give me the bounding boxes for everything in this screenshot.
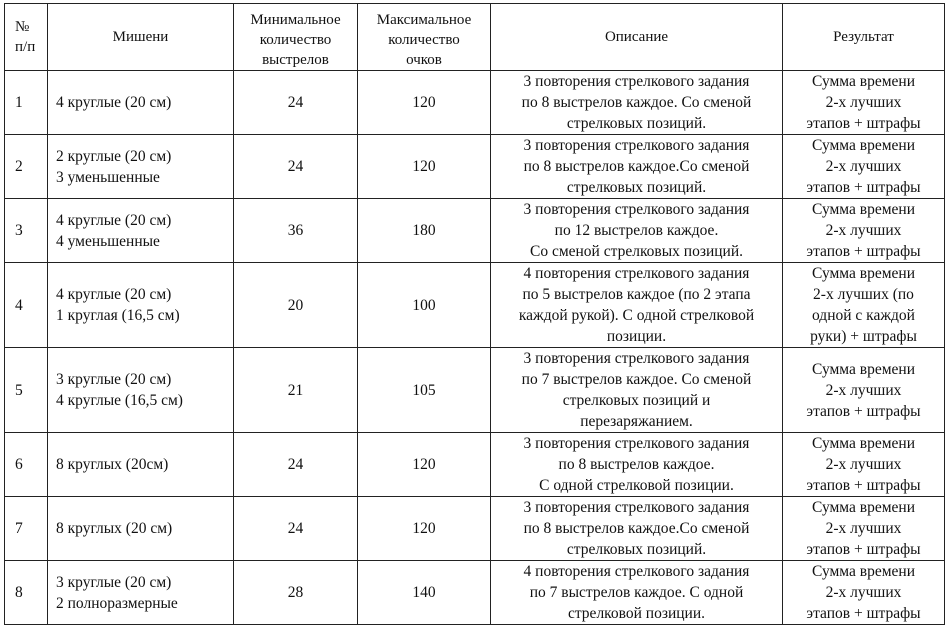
description-cell-line: по 8 выстрелов каждое. Со сменой: [521, 94, 752, 111]
result-cell: [783, 561, 945, 625]
description-cell-line: 3 повторения стрелкового задания: [523, 350, 750, 367]
targets-cell-line: 3 уменьшенные: [56, 168, 160, 186]
result-cell-line: этапов + штрафы: [806, 402, 921, 420]
result-cell: [783, 135, 945, 199]
targets-cell-line: 2 круглые (20 см): [56, 147, 172, 165]
table-row: [5, 199, 945, 263]
description-cell-line: по 5 выстрелов каждое (по 2 этапа: [522, 286, 751, 303]
header-max-points: [358, 4, 491, 71]
table-row: [5, 71, 945, 135]
description-cell-line: стрелковых позиций и: [562, 392, 711, 409]
row-number-cell: 6: [5, 433, 48, 497]
targets-cell-line: 4 круглые (16,5 см): [56, 392, 183, 409]
targets-cell: [48, 348, 234, 433]
min-shots-cell: 24: [234, 433, 358, 497]
targets-cell: [48, 263, 234, 348]
result-cell: [783, 433, 945, 497]
header-min-shots: [234, 4, 358, 71]
description-cell-line: 3 повторения стрелкового задания: [523, 499, 750, 516]
header-number: [5, 4, 48, 71]
description-cell: [491, 199, 783, 263]
min-shots-cell: 24: [234, 135, 358, 199]
description-cell-line: по 8 выстрелов каждое.: [558, 456, 715, 473]
min-shots-cell: 20: [234, 263, 358, 348]
table-body: [5, 71, 945, 625]
description-cell-line: по 7 выстрелов каждое. Со сменой: [521, 371, 752, 388]
targets-cell-line: 4 уменьшенные: [56, 232, 160, 250]
table-row: [5, 561, 945, 625]
targets-cell-line: 4 круглые (20 см): [56, 286, 172, 303]
header-max-points-line: очков: [406, 52, 442, 68]
table-row: [5, 497, 945, 561]
result-cell-line: Сумма времени: [812, 435, 915, 452]
header-max-points-line: количество: [388, 32, 460, 48]
result-cell-line: 2-х лучших (по: [813, 286, 914, 303]
targets-cell-line: 4 круглые (20 см): [56, 211, 172, 229]
description-cell-line: 4 повторения стрелкового задания: [523, 563, 750, 580]
row-number-cell: 8: [5, 561, 48, 625]
description-cell-line: стрелковых позиций.: [566, 179, 707, 196]
shooting-exercises-table: [4, 3, 945, 625]
description-cell: [491, 497, 783, 561]
targets-cell-line: 8 круглых (20 см): [56, 520, 173, 537]
result-cell-line: 2-х лучших: [825, 94, 902, 111]
result-cell: [783, 497, 945, 561]
header-number-line: №: [15, 19, 30, 35]
table-row: [5, 348, 945, 433]
result-cell-line: 2-х лучших: [825, 381, 902, 399]
min-shots-cell: 24: [234, 71, 358, 135]
targets-cell-line: 4 круглые (20 см): [56, 94, 172, 111]
description-cell-line: 3 повторения стрелкового задания: [523, 435, 750, 452]
row-number-cell: 1: [5, 71, 48, 135]
header-number-line: п/п: [15, 39, 36, 55]
result-cell: [783, 263, 945, 348]
description-cell-line: стрелковых позиций.: [566, 541, 707, 558]
result-cell-line: этапов + штрафы: [806, 115, 921, 132]
result-cell-line: Сумма времени: [812, 360, 915, 378]
header-min-shots-line: Минимальное: [250, 12, 341, 28]
result-cell-line: руки) + штрафы: [810, 328, 917, 345]
result-cell: [783, 348, 945, 433]
result-cell-line: Сумма времени: [812, 265, 915, 282]
description-cell: [491, 263, 783, 348]
description-cell-line: 3 повторения стрелкового задания: [523, 137, 750, 154]
max-points-cell: 140: [358, 561, 491, 625]
result-cell-line: этапов + штрафы: [806, 605, 921, 622]
description-cell-line: Со сменой стрелковых позиций.: [529, 243, 744, 260]
result-cell: [783, 71, 945, 135]
min-shots-cell: 24: [234, 497, 358, 561]
document-page: [4, 3, 945, 625]
min-shots-cell: 36: [234, 199, 358, 263]
description-cell-line: С одной стрелковой позиции.: [539, 477, 734, 494]
result-cell-line: одной с каждой: [812, 307, 915, 324]
description-cell-line: стрелковых позиций.: [566, 115, 707, 132]
table-row: [5, 135, 945, 199]
max-points-cell: 120: [358, 433, 491, 497]
table-row: [5, 263, 945, 348]
targets-cell-line: 1 круглая (16,5 см): [56, 307, 180, 324]
description-cell: [491, 135, 783, 199]
max-points-cell: 105: [358, 348, 491, 433]
result-cell-line: Сумма времени: [812, 201, 915, 218]
header-max-points-line: Максимальное: [376, 12, 472, 28]
row-number-cell: 4: [5, 263, 48, 348]
targets-cell: [48, 135, 234, 199]
result-cell-line: 2-х лучших: [825, 520, 902, 537]
max-points-cell: 120: [358, 135, 491, 199]
description-cell: [491, 71, 783, 135]
result-cell-line: 2-х лучших: [825, 158, 902, 175]
description-cell-line: 3 повторения стрелкового задания: [523, 201, 750, 218]
targets-cell-line: 8 круглых (20см): [56, 456, 169, 473]
targets-cell: [48, 561, 234, 625]
result-cell-line: этапов + штрафы: [806, 477, 921, 494]
description-cell-line: по 12 выстрелов каждое.: [554, 222, 719, 239]
row-number-cell: 7: [5, 497, 48, 561]
result-cell-line: Сумма времени: [812, 137, 915, 154]
result-cell-line: Сумма времени: [812, 73, 915, 90]
targets-cell-line: 3 круглые (20 см): [56, 573, 172, 591]
description-cell-line: по 8 выстрелов каждое.Со сменой: [523, 520, 750, 537]
min-shots-cell: 28: [234, 561, 358, 625]
max-points-cell: 100: [358, 263, 491, 348]
targets-cell: [48, 199, 234, 263]
targets-cell: [48, 433, 234, 497]
result-cell-line: 2-х лучших: [825, 456, 902, 473]
description-cell-line: 4 повторения стрелкового задания: [523, 265, 750, 282]
targets-cell: [48, 71, 234, 135]
result-cell-line: этапов + штрафы: [806, 243, 921, 260]
table-header-row: [5, 4, 945, 71]
row-number-cell: 3: [5, 199, 48, 263]
result-cell: [783, 199, 945, 263]
description-cell-line: стрелковой позиции.: [567, 605, 706, 622]
row-number-cell: 2: [5, 135, 48, 199]
description-cell: [491, 348, 783, 433]
description-cell: [491, 561, 783, 625]
header-result: Результат: [783, 4, 945, 71]
min-shots-cell: 21: [234, 348, 358, 433]
description-cell-line: 3 повторения стрелкового задания: [523, 73, 750, 90]
result-cell-line: 2-х лучших: [825, 584, 902, 601]
result-cell-line: этапов + штрафы: [806, 179, 921, 196]
row-number-cell: 5: [5, 348, 48, 433]
result-cell-line: этапов + штрафы: [806, 541, 921, 558]
description-cell-line: позиции.: [606, 328, 667, 345]
description-cell-line: по 7 выстрелов каждое. С одной: [529, 584, 744, 601]
description-cell-line: каждой рукой). С одной стрелковой: [518, 307, 755, 324]
result-cell-line: Сумма времени: [812, 499, 915, 516]
header-min-shots-line: количество: [259, 32, 332, 48]
header-targets: Мишени: [48, 4, 234, 71]
description-cell-line: перезаряжанием.: [580, 413, 693, 430]
max-points-cell: 180: [358, 199, 491, 263]
table-row: [5, 433, 945, 497]
targets-cell-line: 2 полноразмерные: [56, 594, 178, 612]
header-description: Описание: [491, 4, 783, 71]
description-cell-line: по 8 выстрелов каждое.Со сменой: [523, 158, 750, 175]
max-points-cell: 120: [358, 497, 491, 561]
max-points-cell: 120: [358, 71, 491, 135]
description-cell: [491, 433, 783, 497]
targets-cell: [48, 497, 234, 561]
targets-cell-line: 3 круглые (20 см): [56, 371, 172, 388]
result-cell-line: 2-х лучших: [825, 222, 902, 239]
header-min-shots-line: выстрелов: [262, 52, 329, 68]
result-cell-line: Сумма времени: [812, 563, 915, 580]
